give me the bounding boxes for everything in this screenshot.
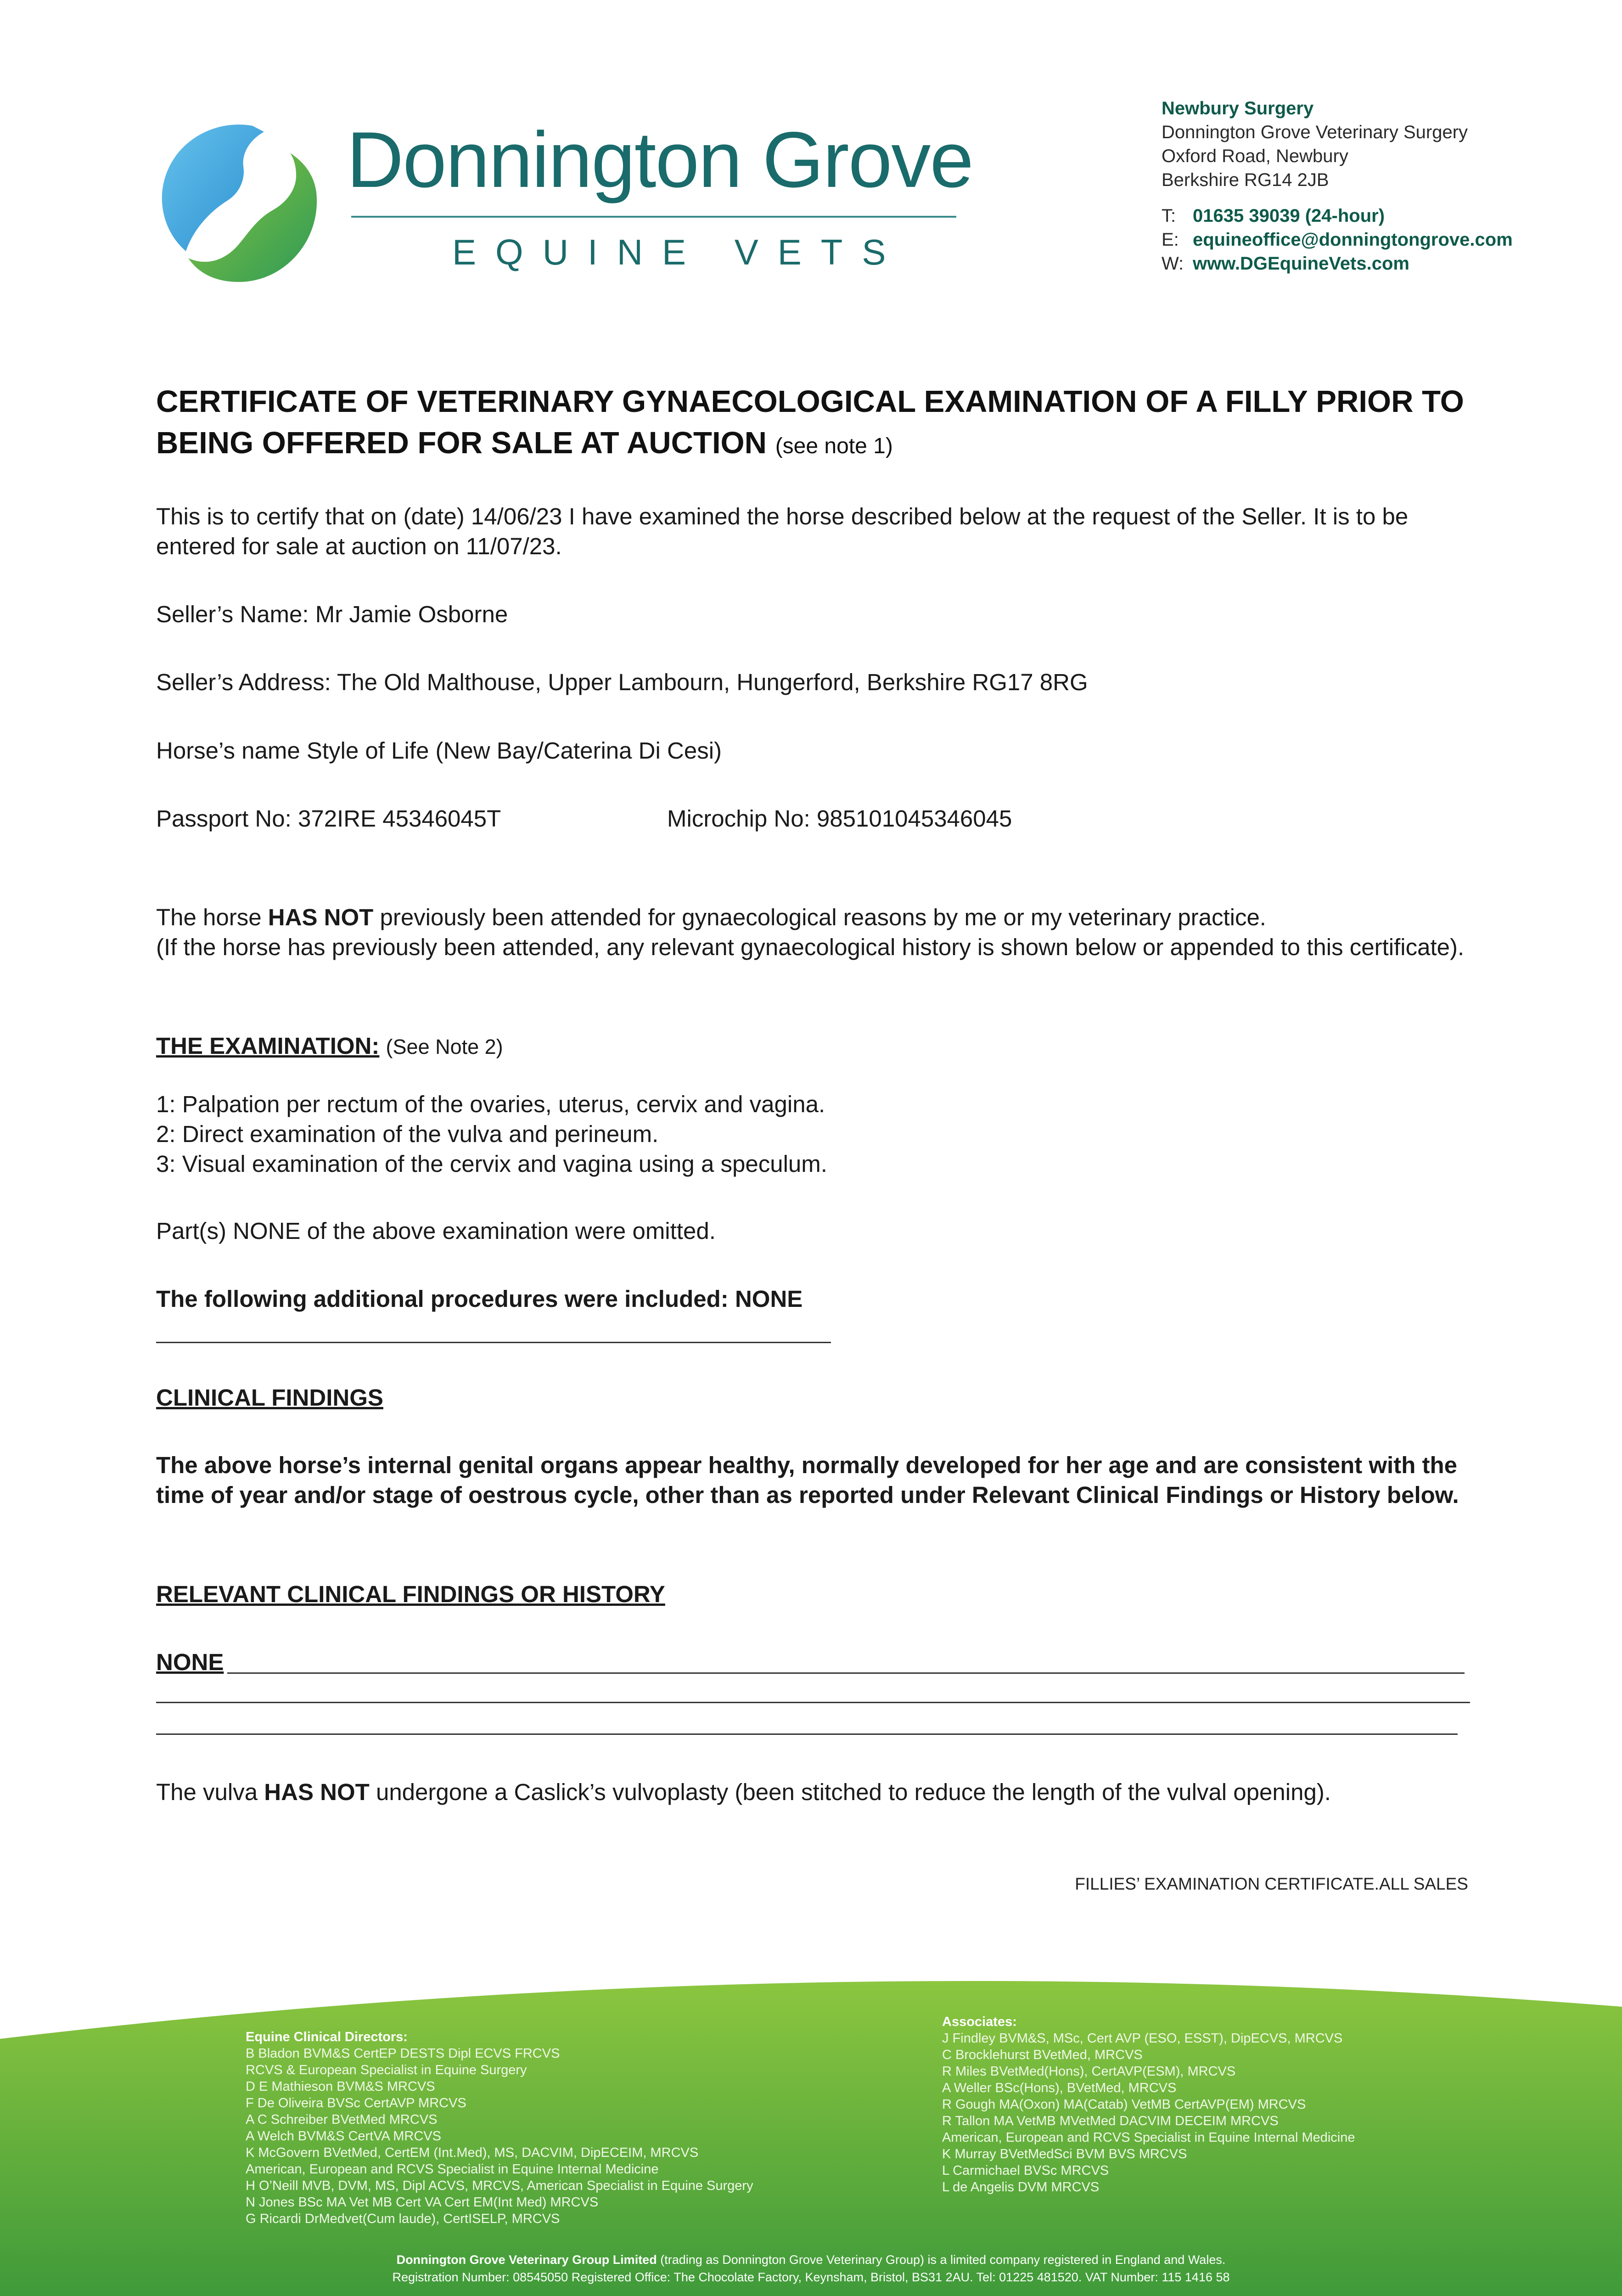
list-item: 2: Direct examination of the vulva and perineum. bbox=[156, 1121, 659, 1147]
list-item: R Tallon MA VetMB MVetMed DACVIM DECEIM MRCVS bbox=[942, 2114, 1279, 2128]
seller-address: Seller’s Address: The Old Malthouse, Upper Lambourn, Hungerford, Berkshire RG17 8RG bbox=[156, 669, 1088, 695]
list-item: A C Schreiber BVetMed MRCVS bbox=[246, 2112, 438, 2127]
associates-list bbox=[942, 2014, 1355, 2195]
address-line-3: Berkshire RG14 2JB bbox=[1162, 170, 1329, 190]
intro-paragraph: This is to certify that on (date) 14/06/23 I have examined the horse described below at the request of the Seller. It is to be entered for sale at auction on 11/07/23. bbox=[156, 503, 1409, 559]
certificate-title bbox=[156, 381, 1487, 467]
horse-name: Horse’s name Style of Life (New Bay/Caterina Di Cesi) bbox=[156, 737, 722, 764]
web-line bbox=[1162, 252, 1602, 276]
phone-number[interactable]: 01635 39039 (24-hour) bbox=[1193, 206, 1385, 226]
vulva-post: undergone a Caslick’s vulvoplasty (been stitched to reduce the length of the vulval opening). bbox=[369, 1779, 1331, 1805]
brand-divider bbox=[351, 216, 956, 218]
list-item: C Brocklehurst BVetMed, MRCVS bbox=[942, 2048, 1143, 2062]
brand-name: Donnington Grove bbox=[347, 116, 973, 204]
list-item: 1: Palpation per rectum of the ovaries, uterus, cervix and vagina. bbox=[156, 1091, 825, 1117]
legal-line-2: Registration Number: 08545050 Registered Office: The Chocolate Factory, Keynsham, Bristol, BS31 2AU. Tel: 01225 481520. VAT Number: 115 1416 58 bbox=[392, 2270, 1230, 2284]
findings-line-2 bbox=[156, 1702, 1470, 1703]
legal-notice bbox=[0, 2251, 1622, 2286]
list-item: R Miles BVetMed(Hons), CertAVP(ESM), MRCVS bbox=[942, 2064, 1236, 2079]
list-item: F De Oliveira BVSc CertAVP MRCVS bbox=[246, 2096, 466, 2110]
logo-horse-head-icon bbox=[158, 120, 324, 286]
attended-paragraph bbox=[156, 902, 1478, 962]
list-item: RCVS & European Specialist in Equine Surgery bbox=[246, 2063, 527, 2077]
list-item: R Gough MA(Oxon) MA(Catab) VetMB CertAVP(EM) MRCVS bbox=[942, 2097, 1306, 2112]
email-label: E: bbox=[1162, 230, 1179, 250]
microchip-number: Microchip No: 985101045346045 bbox=[667, 805, 1012, 832]
relevant-findings-value: NONE bbox=[156, 1649, 224, 1675]
web-link[interactable]: www.DGEquineVets.com bbox=[1193, 253, 1409, 274]
list-item: American, European and RCVS Specialist in Equine Internal Medicine bbox=[942, 2130, 1355, 2145]
examination-note: (See Note 2) bbox=[386, 1035, 503, 1058]
list-item: G Ricardi DrMedvet(Cum laude), CertISELP, MRCVS bbox=[246, 2212, 560, 2226]
associates-heading: Associates: bbox=[942, 2015, 1017, 2029]
list-item: A Weller BSc(Hons), BVetMed, MRCVS bbox=[942, 2081, 1177, 2095]
title-note: (see note 1) bbox=[775, 434, 893, 458]
vulva-paragraph bbox=[156, 1777, 1478, 1807]
attended-note: (If the horse has previously been attended, any relevant gynaecological history is shown below or appended to this certificate). bbox=[156, 934, 1465, 960]
examination-heading: THE EXAMINATION: bbox=[156, 1033, 380, 1059]
contact-block bbox=[1162, 96, 1602, 276]
examination-heading-line bbox=[156, 1031, 1478, 1062]
omitted-statement: Part(s) NONE of the above examination were omitted. bbox=[156, 1218, 716, 1244]
title-text: CERTIFICATE OF VETERINARY GYNAECOLOGICAL EXAMINATION OF A FILLY PRIOR TO BEING OFFERED FOR SALE AT AUCTION bbox=[156, 384, 1464, 460]
additional-underline bbox=[156, 1342, 831, 1343]
email-line bbox=[1162, 228, 1602, 252]
company-name: Donnington Grove Veterinary Group Limited bbox=[396, 2253, 657, 2267]
relevant-findings-heading: RELEVANT CLINICAL FINDINGS OR HISTORY bbox=[156, 1581, 665, 1607]
surgery-name: Newbury Surgery bbox=[1162, 98, 1314, 118]
list-item: B Bladon BVM&S CertEP DESTS Dipl ECVS FRCVS bbox=[246, 2046, 560, 2061]
clinical-findings-text: The above horse’s internal genital organs appear healthy, normally developed for her age and are consistent with the time of year and/or stage of oestrous cycle, other than as reported under Relevant Clinical Findings or History below. bbox=[156, 1452, 1459, 1508]
findings-line-3 bbox=[156, 1733, 1458, 1735]
clinical-findings-heading: CLINICAL FINDINGS bbox=[156, 1384, 383, 1411]
list-item: D E Mathieson BVM&S MRCVS bbox=[246, 2079, 435, 2094]
address-line-2: Oxford Road, Newbury bbox=[1162, 146, 1348, 166]
findings-line-1 bbox=[227, 1672, 1465, 1674]
list-item: 3: Visual examination of the cervix and vagina using a speculum. bbox=[156, 1151, 827, 1177]
form-reference: FILLIES’ EXAMINATION CERTIFICATE.ALL SALES bbox=[1075, 1874, 1468, 1893]
address-line-1: Donnington Grove Veterinary Surgery bbox=[1162, 122, 1468, 142]
seller-name: Seller’s Name: Mr Jamie Osborne bbox=[156, 601, 508, 627]
list-item: J Findley BVM&S, MSc, Cert AVP (ESO, ESST), DipECVS, MRCVS bbox=[942, 2031, 1343, 2046]
directors-list bbox=[246, 2029, 753, 2227]
attended-status: HAS NOT bbox=[268, 904, 374, 930]
phone-label: T: bbox=[1162, 206, 1176, 226]
web-label: W: bbox=[1162, 253, 1184, 274]
legal-line-1 bbox=[0, 2251, 1622, 2268]
email-link[interactable]: equineoffice@donningtongrove.com bbox=[1193, 230, 1513, 250]
additional-procedures: The following additional procedures were included: NONE bbox=[156, 1286, 803, 1312]
vulva-pre: The vulva bbox=[156, 1779, 264, 1805]
list-item: L Carmichael BVSc MRCVS bbox=[942, 2163, 1109, 2178]
list-item: N Jones BSc MA Vet MB Cert VA Cert EM(Int Med) MRCVS bbox=[246, 2195, 599, 2210]
vulva-status: HAS NOT bbox=[264, 1779, 370, 1805]
examination-list bbox=[156, 1089, 1478, 1179]
list-item: H O’Neill MVB, DVM, MS, Dipl ACVS, MRCVS, American Specialist in Equine Surgery bbox=[246, 2178, 753, 2193]
list-item: L de Angelis DVM MRCVS bbox=[942, 2180, 1100, 2195]
legal-rest: (trading as Donnington Grove Veterinary Group) is a limited company registered in England and Wales. bbox=[657, 2253, 1226, 2267]
attended-pre: The horse bbox=[156, 904, 268, 930]
phone-line bbox=[1162, 204, 1602, 228]
brand-subtitle: EQUINE VETS bbox=[452, 232, 905, 272]
attended-post: previously been attended for gynaecological reasons by me or my veterinary practice. bbox=[373, 904, 1266, 930]
passport-number: Passport No: 372IRE 45346045T bbox=[156, 805, 501, 832]
list-item: K Murray BVetMedSci BVM BVS MRCVS bbox=[942, 2147, 1187, 2161]
directors-heading: Equine Clinical Directors: bbox=[246, 2030, 408, 2044]
footer-wave-background bbox=[0, 1961, 1622, 2296]
list-item: K McGovern BVetMed, CertEM (Int.Med), MS, DACVIM, DipECEIM, MRCVS bbox=[246, 2145, 699, 2160]
list-item: A Welch BVM&S CertVA MRCVS bbox=[246, 2129, 441, 2144]
list-item: American, European and RCVS Specialist in Equine Internal Medicine bbox=[246, 2162, 659, 2177]
